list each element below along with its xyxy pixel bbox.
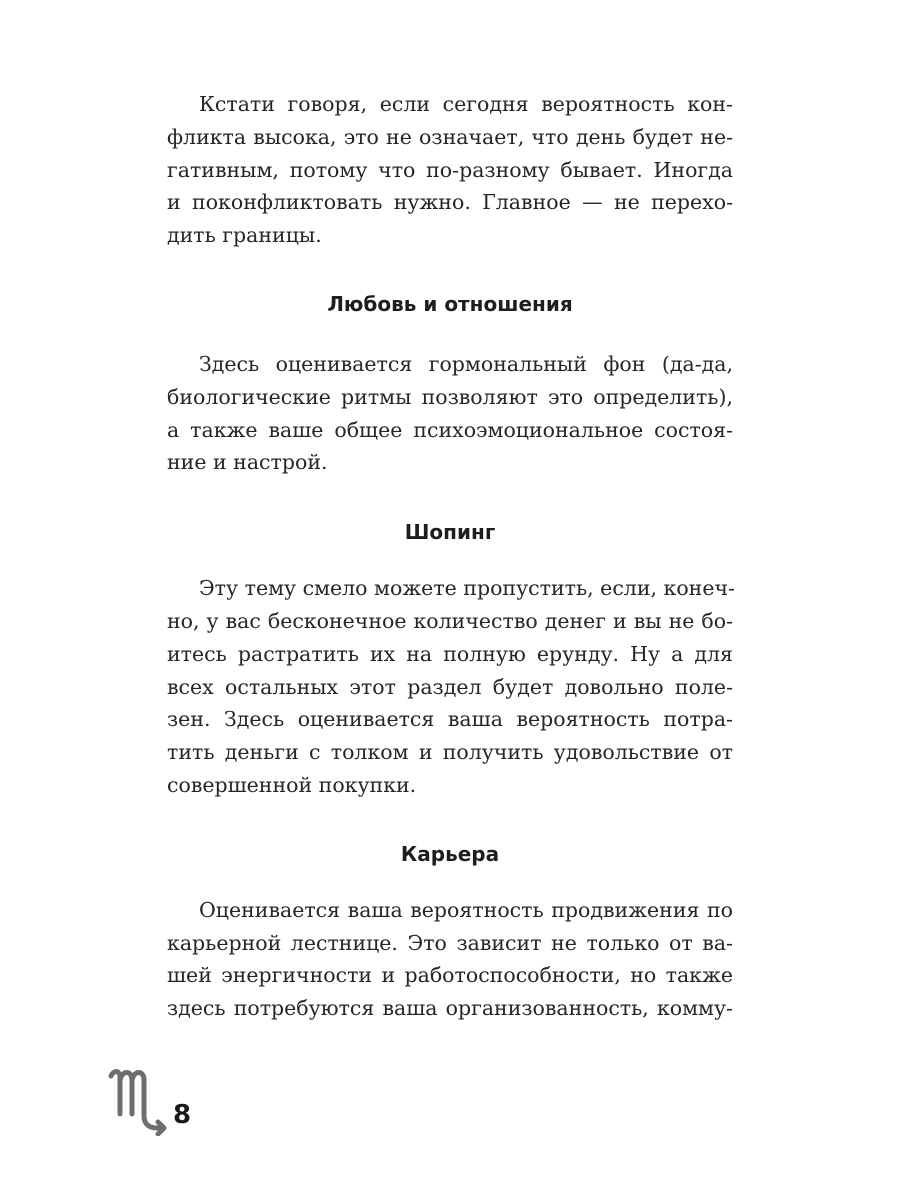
paragraph-conflict xyxy=(167,88,733,252)
text-line: совершенной покупки. xyxy=(167,772,417,797)
page-number: 8 xyxy=(173,1100,192,1130)
text-line: карьерной лестнице. Это зависит не только от ва- xyxy=(167,930,733,955)
text-line: биологические ритмы позволяют это определить), xyxy=(167,384,733,409)
heading-career: Карьера xyxy=(400,841,500,866)
text-line: ние и настрой. xyxy=(167,450,328,475)
page-footer xyxy=(107,1064,191,1136)
scorpio-icon xyxy=(107,1066,169,1136)
heading-shopping: Шопинг xyxy=(404,520,496,545)
text-line: всех остальных этот раздел будет довольно поле- xyxy=(167,674,733,699)
text-line: а также ваше общее психоэмоциональное состоя- xyxy=(167,417,733,442)
paragraph-love xyxy=(167,348,733,479)
text-line: здесь потребуются ваша организованность, комму- xyxy=(167,996,733,1021)
text-line: но, у вас бесконечное количество денег и вы не бо- xyxy=(167,608,733,633)
text-line: тить деньги с толком и получить удовольствие от xyxy=(167,740,733,765)
text-line: Оценивается ваша вероятность продвижения по xyxy=(199,897,733,922)
page-content xyxy=(167,88,733,1025)
text-line: Здесь оценивается гормональный фон (да-да, xyxy=(199,351,733,376)
paragraph-career xyxy=(167,894,733,1025)
text-line: фликта высока, это не означает, что день будет не- xyxy=(167,124,733,149)
text-line: зен. Здесь оценивается ваша вероятность потра- xyxy=(167,707,733,732)
text-line: шей энергичности и работоспособности, но также xyxy=(167,963,733,988)
paragraph-shopping xyxy=(167,572,733,802)
heading-love: Любовь и отношения xyxy=(327,291,573,316)
text-line: Кстати говоря, если сегодня вероятность кон- xyxy=(199,92,733,116)
text-line: итесь растратить их на полную ерунду. Ну а для xyxy=(167,641,733,666)
text-line: гативным, потому что по-разному бывает. Иногда xyxy=(167,157,733,182)
text-line: дить границы. xyxy=(167,223,322,248)
text-line: Эту тему смело можете пропустить, если, конеч- xyxy=(199,576,735,601)
text-line: и поконфликтовать нужно. Главное — не перехо- xyxy=(167,190,733,215)
